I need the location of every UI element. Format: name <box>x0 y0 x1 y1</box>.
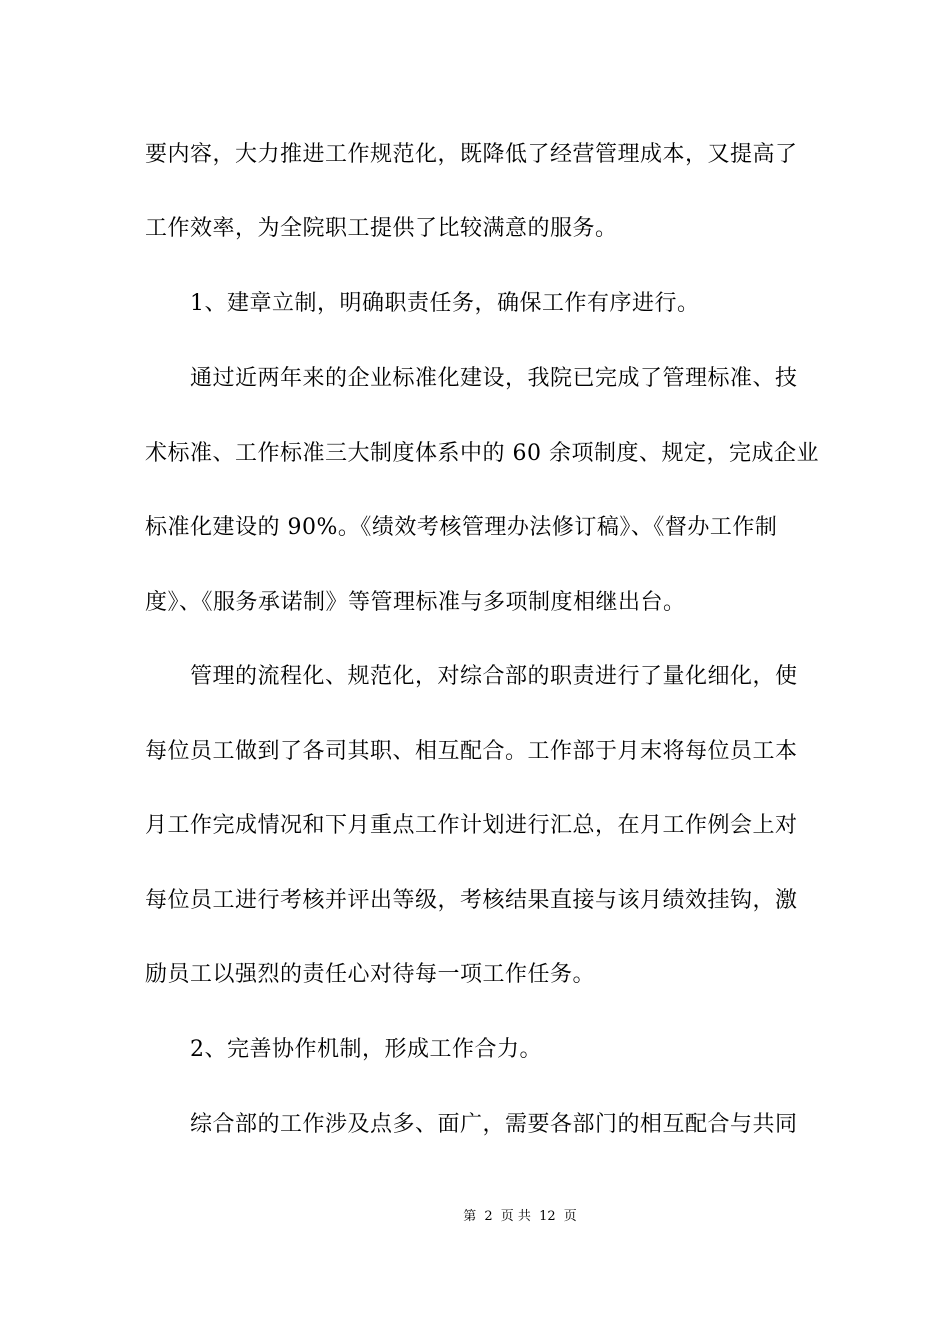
paragraph-line: 度》、《服务承诺制》等管理标准与多项制度相继出台。 <box>145 590 686 615</box>
paragraph-line: 工作效率，为全院职工提供了比较满意的服务。 <box>145 216 618 241</box>
paragraph-line: 通过近两年来的企业标准化建设，我院已完成了管理标准、技 <box>190 366 798 391</box>
current-page-number: 2 <box>484 1209 493 1224</box>
paragraph-line: 综合部的工作涉及点多、面广，需要各部门的相互配合与共同 <box>190 1112 798 1137</box>
paragraph-line: 月工作完成情况和下月重点工作计划进行汇总，在月工作例会上对 <box>145 813 798 838</box>
paragraph-line: 术标准、工作标准三大制度体系中的 60 余项制度、规定，完成企业 <box>145 441 819 466</box>
paragraph-line: 每位员工进行考核并评出等级，考核结果直接与该月绩效挂钩，激 <box>145 888 798 913</box>
total-page-count: 12 <box>539 1209 556 1224</box>
footer-suffix: 页 <box>563 1209 577 1224</box>
paragraph-line: 每位员工做到了各司其职、相互配合。工作部于月末将每位员工本 <box>145 739 798 764</box>
paragraph-line: 管理的流程化、规范化，对综合部的职责进行了量化细化，使 <box>190 664 798 689</box>
paragraph-line: 标准化建设的 90%。《绩效考核管理办法修订稿》、《督办工作制 <box>145 515 778 540</box>
footer-middle: 页 共 <box>500 1209 531 1224</box>
section-heading-2: 2、完善协作机制，形成工作合力。 <box>190 1037 542 1062</box>
page-footer <box>0 1208 950 1226</box>
footer-prefix: 第 <box>463 1209 477 1224</box>
paragraph-line: 励员工以强烈的责任心对待每一项工作任务。 <box>145 962 596 987</box>
paragraph-line: 要内容，大力推进工作规范化，既降低了经营管理成本，又提高了 <box>145 142 798 167</box>
section-heading-1: 1、建章立制，明确职责任务，确保工作有序进行。 <box>190 291 700 316</box>
